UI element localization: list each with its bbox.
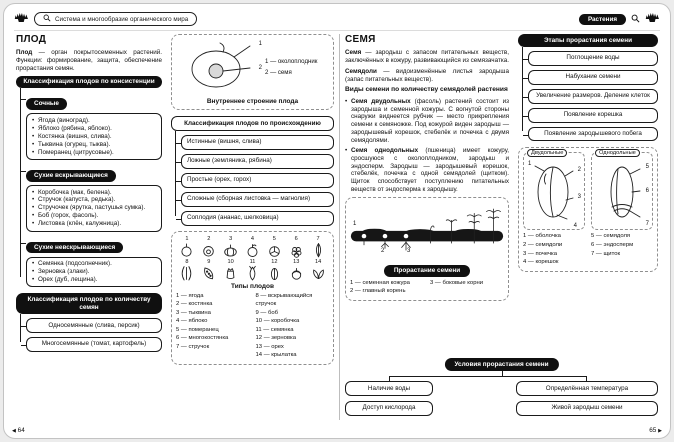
moose-logo-icon-right bbox=[645, 10, 660, 28]
group-title: Сухие вскрывающиеся bbox=[26, 170, 116, 182]
page-footer bbox=[12, 427, 662, 434]
legend-item: 1 — ягода bbox=[176, 292, 204, 299]
footer-right bbox=[649, 427, 662, 434]
callout-label: 5 bbox=[645, 164, 649, 171]
glyph-number: 7 bbox=[316, 235, 320, 242]
seed-count-heading: Классификация плодов по количеству семян bbox=[16, 293, 162, 314]
dicot-label: Двудольные bbox=[527, 149, 567, 157]
condition-item: Наличие воды bbox=[345, 381, 433, 396]
callout-label: 7 bbox=[645, 221, 649, 228]
condition-item: Определённая температура bbox=[516, 381, 658, 396]
legend-item: 5 — семядоля bbox=[591, 233, 631, 240]
seed-kinds-list bbox=[345, 98, 509, 194]
glyph-number: 12 bbox=[271, 258, 278, 265]
legend-item: 1 — оболочка bbox=[523, 233, 561, 240]
legend-item: 5 — померанец bbox=[176, 326, 219, 333]
stage-item: Появление зародышевого побега bbox=[528, 127, 658, 142]
callout-label: 3 bbox=[407, 247, 411, 254]
legend-item: 9 — боб bbox=[255, 309, 278, 316]
seed-structure-legend bbox=[523, 232, 653, 266]
seed-intro bbox=[345, 49, 509, 65]
stages-flow bbox=[521, 51, 658, 142]
conditions-right-column bbox=[516, 381, 658, 416]
pages bbox=[16, 34, 658, 420]
callout-label: 2 bbox=[577, 167, 581, 174]
book-spread bbox=[3, 3, 671, 439]
page-seed bbox=[345, 34, 658, 420]
fruit-glyph-nut bbox=[285, 259, 307, 281]
glyph-number: 5 bbox=[272, 235, 276, 242]
seed-title: СЕМЯ bbox=[345, 34, 376, 45]
seed-count-flow bbox=[19, 318, 162, 352]
legend-item: 13 — орех bbox=[255, 343, 284, 350]
legend-item: 4 — корешок bbox=[523, 259, 559, 266]
connector-line bbox=[389, 376, 587, 377]
list-item bbox=[345, 147, 509, 194]
fruit-types-legend bbox=[176, 292, 329, 361]
glyph-number: 11 bbox=[249, 258, 256, 265]
fruit-glyph-berry bbox=[176, 236, 198, 258]
fruit-intro-lead: Плод bbox=[16, 49, 33, 56]
condition-item: Живой зародыш семени bbox=[516, 401, 658, 416]
stage-item: Появление корешка bbox=[528, 108, 658, 123]
fruit-structure-figure bbox=[171, 34, 334, 110]
germination-caption: Прорастание семени bbox=[384, 265, 470, 277]
conditions-heading: Условия прорастания семени bbox=[444, 358, 558, 371]
dicot-box bbox=[523, 152, 585, 230]
legend-column bbox=[350, 279, 424, 296]
header-divider bbox=[14, 30, 660, 31]
stages-heading: Этапы прорастания семени bbox=[518, 34, 658, 47]
list-item: • Яблоко (рябина, яблоко). bbox=[32, 125, 156, 133]
seed-intro-rest: — зародыш с запасом питательных веществ, заключённых в кожуру, развивающийся из семязачатка. bbox=[345, 49, 509, 64]
seed-column-1 bbox=[345, 34, 509, 351]
list-item: • Стручок (капуста, редька). bbox=[32, 196, 156, 204]
search-icon bbox=[43, 14, 51, 24]
list-item: • Ягода (виноград). bbox=[32, 117, 156, 125]
seed-intro-lead: Семя bbox=[345, 49, 362, 56]
legend-item: 8 — вскрывающийся стручок bbox=[255, 292, 313, 308]
monocot-box bbox=[591, 152, 653, 230]
fruit-glyph-drupe bbox=[198, 236, 220, 258]
list-item: • Костянка (вишня, слива). bbox=[32, 133, 156, 141]
bullet-rest: (фасоль) растений состоит из зародыша и семенной кожуры. С вогнутой стороны снаружи виднеется рубчик — место прикрепления семени к семяножке. Под кожурой виден зародыш — зародышевый корешок, стебелёк и почечка с двумя семядолями. bbox=[351, 97, 509, 144]
fruit-column-1 bbox=[16, 34, 162, 420]
fruit-column-2 bbox=[171, 34, 334, 420]
fruit-glyph-pepo bbox=[220, 236, 242, 258]
search-icon-right[interactable] bbox=[631, 10, 640, 28]
legend-item: 10 — коробочка bbox=[255, 318, 300, 325]
search-bar[interactable] bbox=[34, 12, 197, 26]
dicot-illustration bbox=[528, 161, 581, 230]
legend-item: 7 — стручок bbox=[176, 343, 210, 350]
cotyledon-lead: Семядоли bbox=[345, 67, 377, 75]
stage-item: Поглощение воды bbox=[528, 51, 658, 66]
legend-item: 4 — яблоко bbox=[176, 318, 208, 325]
bullet-rest: (пшеница) имеет кожуру, сросшуюся с околоплодником, зародыш и эндосперм. Зародыш — зародышевый корешок, стебелёк, почечка с одной семядолей (щитком). Щиток способствует поступлению питательных веществ от эндосперма к зародышу. bbox=[351, 146, 509, 194]
fruit-glyph-aggregate-drupe bbox=[285, 236, 307, 258]
group-juicy bbox=[26, 92, 162, 160]
fruit-intro-rest: — орган покрытосеменных растений. Функции: формирование, защита, обеспечение прорастания семян. bbox=[16, 49, 162, 72]
group-items bbox=[26, 113, 162, 160]
legend-item: 11 — семянка bbox=[255, 326, 294, 333]
legend-column bbox=[523, 232, 585, 266]
legend-item: 14 — крылатка bbox=[255, 352, 297, 359]
prev-page-arrow[interactable]: ◀ bbox=[12, 428, 16, 434]
category-tag[interactable]: Растения bbox=[579, 14, 626, 25]
glyph-number: 1 bbox=[185, 235, 189, 242]
fruit-glyph-open-silique bbox=[176, 259, 198, 281]
fruit-glyph-achene bbox=[242, 259, 264, 281]
stage-item: Набухание семени bbox=[528, 70, 658, 85]
list-item: • Тыквина (огурец, тыква). bbox=[32, 141, 156, 149]
origin-item: Истинные (вишня, слива) bbox=[181, 135, 334, 150]
origin-item: Простые (орех, горох) bbox=[181, 173, 334, 188]
conditions-section bbox=[345, 358, 658, 420]
left-page-number: 64 bbox=[17, 427, 25, 434]
condition-item: Доступ кислорода bbox=[345, 401, 433, 416]
callout-label: 4 bbox=[573, 223, 577, 230]
moose-logo-icon bbox=[14, 10, 29, 28]
legend-column bbox=[256, 292, 330, 361]
seed-column-2 bbox=[518, 34, 658, 351]
fruit-intro bbox=[16, 49, 162, 73]
legend-item: 3 — боковые корни bbox=[430, 279, 484, 286]
legend-item: 12 — зерновка bbox=[255, 335, 297, 342]
fruit-types-caption: Типы плодов bbox=[231, 282, 274, 290]
seed-count-item: Многосемянные (томат, картофель) bbox=[26, 337, 162, 352]
group-dry-indehiscent bbox=[26, 236, 162, 288]
list-item: • Боб (горох, фасоль). bbox=[32, 212, 156, 220]
glyph-number: 2 bbox=[207, 235, 211, 242]
fruit-title: ПЛОД bbox=[16, 34, 47, 45]
bullet-lead: Семя однодольных bbox=[351, 146, 419, 154]
callout-label: 6 bbox=[645, 188, 649, 195]
germination-figure bbox=[345, 197, 509, 301]
page-fruit bbox=[16, 34, 334, 420]
fruit-glyph-legume bbox=[198, 259, 220, 281]
cotyledon-definition bbox=[345, 68, 509, 84]
callout-label: 1 bbox=[353, 220, 357, 227]
glyph-number: 14 bbox=[314, 258, 322, 265]
callout-label: 3 bbox=[577, 194, 581, 201]
list-item bbox=[345, 98, 509, 145]
glyph-number: 3 bbox=[229, 235, 233, 242]
germination-illustration bbox=[350, 202, 504, 263]
group-items bbox=[26, 257, 162, 288]
callout-label: 1 bbox=[258, 41, 262, 47]
legend-item: 7 — щиток bbox=[591, 250, 621, 257]
fruit-glyph-samara bbox=[307, 259, 329, 281]
list-item: • Померанец (цитрусовые). bbox=[32, 149, 156, 157]
callout-label: 2 bbox=[258, 65, 262, 71]
legend-column bbox=[176, 292, 250, 361]
next-page-arrow[interactable]: ▶ bbox=[658, 428, 662, 434]
legend-item: 3 — тыквина bbox=[176, 309, 211, 316]
fruit-glyph-caryopsis bbox=[263, 259, 285, 281]
search-text: Система и многообразие органического мира bbox=[55, 15, 189, 23]
legend-item: 6 — эндосперм bbox=[591, 241, 634, 248]
origin-item: Сложные (сборная листовка — магнолия) bbox=[181, 192, 334, 207]
monocot-illustration bbox=[597, 162, 647, 227]
list-item: • Листовка (клён, калужница). bbox=[32, 220, 156, 228]
consistency-heading: Классификация плодов по консистенции bbox=[16, 76, 162, 89]
glyph-number: 4 bbox=[250, 235, 255, 242]
legend-item: 2 — костянка bbox=[176, 301, 213, 308]
callout-label: 2 bbox=[381, 247, 385, 254]
legend-item: 2 — семя bbox=[265, 68, 292, 76]
list-item: • Коробочка (мак, белена). bbox=[32, 189, 156, 197]
glyph-number: 6 bbox=[294, 235, 298, 242]
seed-count-item: Односемянные (слива, персик) bbox=[26, 318, 162, 333]
origin-item: Соплодия (ананас, шелковица) bbox=[181, 211, 334, 226]
origin-heading: Классификация плодов по происхождению bbox=[171, 116, 334, 131]
monocot-label: Однодольные bbox=[595, 149, 640, 157]
bullet-lead: Семя двудольных bbox=[351, 97, 411, 105]
seed-kinds-heading: Виды семени по количеству семядолей растения bbox=[345, 86, 508, 94]
legend-item: 2 — семядоли bbox=[523, 241, 563, 248]
legend-item: 3 — почечка bbox=[523, 250, 557, 257]
legend-column bbox=[430, 279, 504, 296]
seed-structure-figure bbox=[518, 147, 658, 271]
conditions-left-column bbox=[345, 381, 433, 416]
group-items bbox=[26, 185, 162, 232]
legend-item: 6 — многокостянка bbox=[176, 335, 229, 342]
group-title: Сухие невскрывающиеся bbox=[26, 242, 123, 254]
legend-item: 2 — главный корень bbox=[350, 288, 406, 295]
fruit-structure-legend bbox=[265, 57, 317, 78]
germination-legend bbox=[350, 279, 504, 296]
list-item: • Семянка (подсолнечник). bbox=[32, 260, 156, 268]
fruit-types-grid bbox=[176, 236, 329, 281]
glyph-number: 9 bbox=[207, 258, 211, 265]
stage-item: Увеличение размеров. Деление клеток bbox=[528, 89, 658, 104]
fruit-glyph-capsule bbox=[220, 259, 242, 281]
fruit-glyph-citrus bbox=[263, 236, 285, 258]
origin-item: Ложные (земляника, рябина) bbox=[181, 154, 334, 169]
glyph-number: 13 bbox=[293, 258, 300, 265]
legend-column bbox=[591, 232, 653, 266]
fruit-structure-caption: Внутреннее строение плода bbox=[206, 98, 299, 105]
legend-item: 1 — семенная кожура bbox=[350, 279, 410, 286]
list-item: • Орех (дуб, лещина). bbox=[32, 276, 156, 284]
glyph-number: 8 bbox=[185, 258, 189, 265]
cotyledon-rest: — видоизменённые листья зародыша (запас питательных веществ). bbox=[345, 67, 509, 83]
fruit-glyph-silique bbox=[307, 236, 329, 258]
consistency-flow bbox=[19, 92, 162, 287]
group-dry-dehiscent bbox=[26, 164, 162, 232]
callout-label: 1 bbox=[528, 161, 532, 168]
top-bar bbox=[14, 11, 660, 27]
right-page-number: 65 bbox=[649, 427, 657, 434]
legend-item: 1 — околоплодник bbox=[265, 58, 318, 66]
fruit-glyph-apple bbox=[242, 236, 264, 258]
list-item: • Стручочек (ярутка, пастушья сумка). bbox=[32, 204, 156, 212]
footer-left bbox=[12, 427, 25, 434]
group-title: Сочные bbox=[26, 98, 67, 110]
fruit-structure-illustration bbox=[176, 39, 262, 96]
page-gutter bbox=[339, 34, 340, 420]
list-item: • Зерновка (злаки). bbox=[32, 268, 156, 276]
origin-flow bbox=[174, 135, 334, 226]
fruit-types-figure bbox=[171, 231, 334, 366]
glyph-number: 10 bbox=[227, 258, 234, 265]
